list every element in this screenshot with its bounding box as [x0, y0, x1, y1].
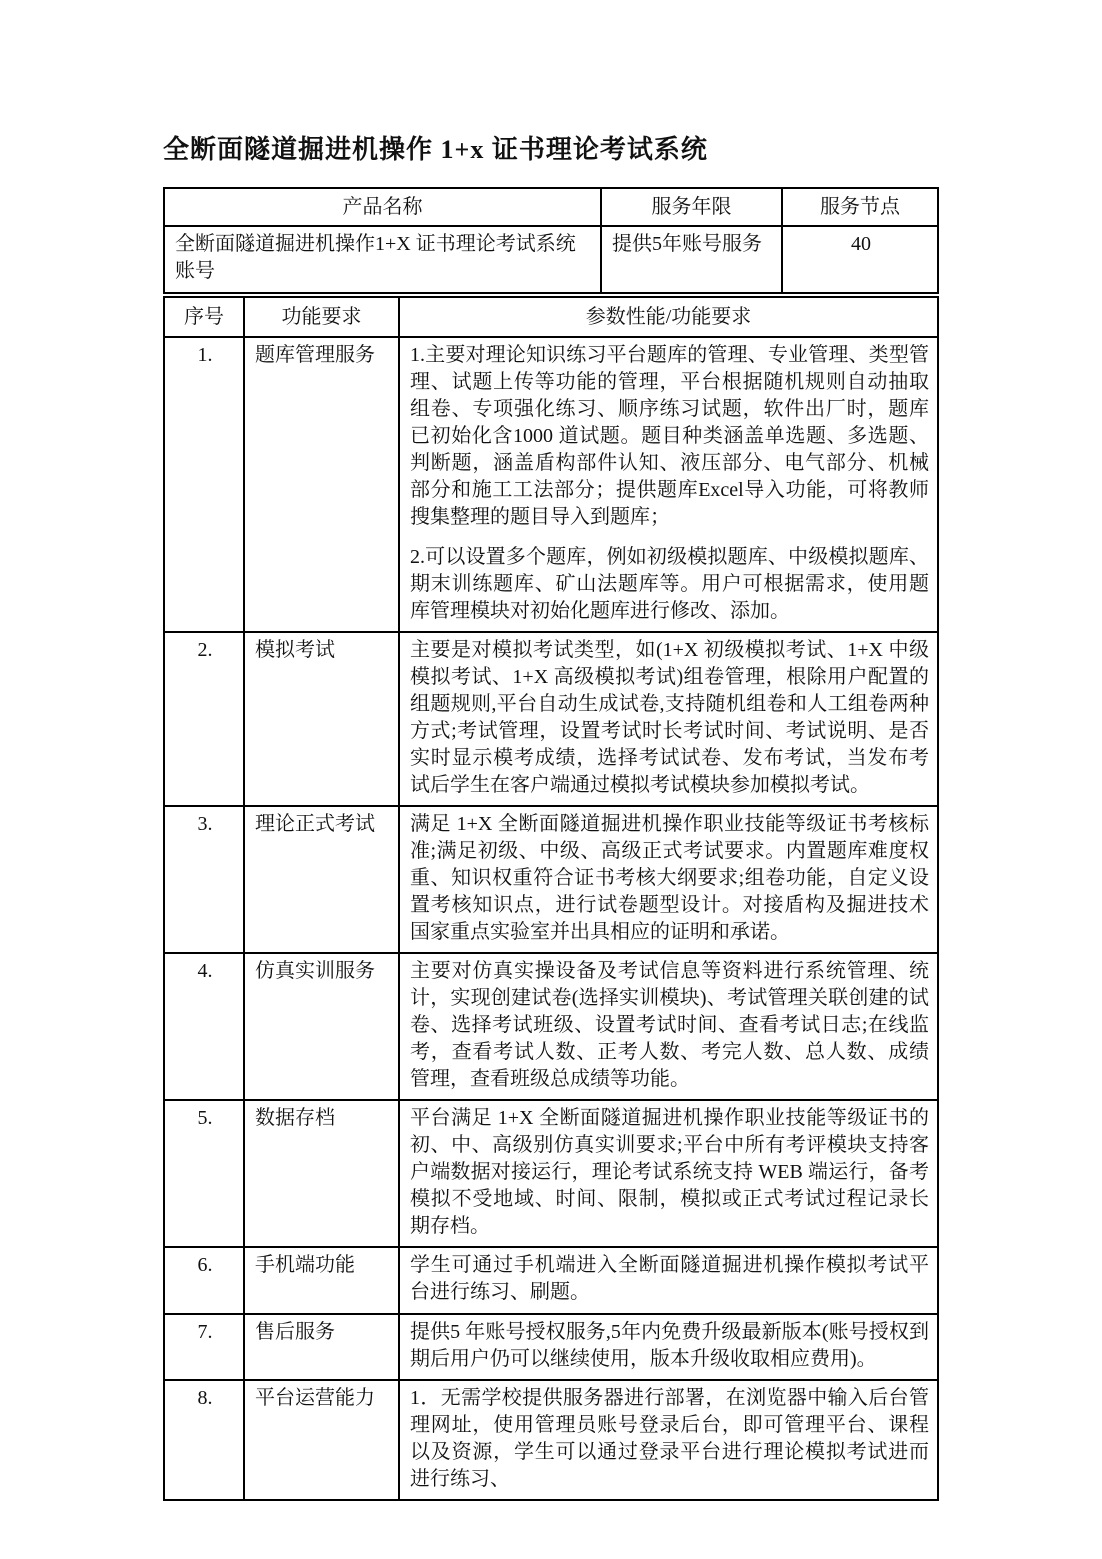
seq-cell: 8. — [164, 1380, 244, 1500]
service-nodes-cell: 40 — [782, 226, 938, 293]
seq-cell: 7. — [164, 1314, 244, 1380]
params-paragraph: 主要是对模拟考试类型，如(1+X 初级模拟考试、1+X 中级模拟考试、1+X 高级模拟考试)组卷管理，根除用户配置的组题规则,平台自动生成试卷,支持随机组卷和人工组卷两种方式;考试管理，设置考试时长考试时间、考试说明、是否实时显示模考成绩，选择考试试卷、发布考试，当发布考试后学生在客户端通过模拟考试模块参加模拟考试。 — [410, 639, 929, 796]
feature-cell: 数据存档 — [244, 1100, 399, 1247]
feature-cell: 模拟考试 — [244, 632, 399, 806]
spec-row-3 — [164, 806, 938, 953]
params-cell — [399, 806, 938, 953]
params-cell — [399, 1380, 938, 1500]
seq-cell: 1. — [164, 337, 244, 632]
service-years-cell: 提供5年账号服务 — [601, 226, 782, 293]
spec-table-header-row — [164, 297, 938, 337]
params-paragraph: 主要对仿真实操设备及考试信息等资料进行系统管理、统计，实现创建试卷(选择实训模块)、考试管理关联创建的试卷、选择考试班级、设置考试时间、查看考试日志;在线监考，查看考试人数、正考人数、考完人数、总人数、成绩管理，查看班级总成绩等功能。 — [410, 960, 929, 1090]
seq-cell: 4. — [164, 953, 244, 1100]
params-cell — [399, 1100, 938, 1247]
feature-header: 功能要求 — [244, 297, 399, 337]
product-name-header: 产品名称 — [164, 188, 601, 226]
params-cell — [399, 632, 938, 806]
params-paragraph: 1.主要对理论知识练习平台题库的管理、专业管理、类型管理、试题上传等功能的管理，平台根据随机规则自动抽取组卷、专项强化练习、顺序练习试题，软件出厂时，题库已初始化含1000 道试题。题目种类涵盖单选题、多选题、判断题，涵盖盾构部件认知、液压部分、电气部分、机械部分和施工工法部分；提供题库Excel导入功能，可将教师搜集整理的题目导入到题库； — [410, 344, 929, 528]
product-table-header-row — [164, 188, 938, 226]
spec-row-6 — [164, 1247, 938, 1314]
spec-row-7 — [164, 1314, 938, 1380]
spec-row-1 — [164, 337, 938, 632]
params-paragraph: 满足 1+X 全断面隧道掘进机操作职业技能等级证书考核标准;满足初级、中级、高级正式考试要求。内置题库难度权重、知识权重符合证书考核大纲要求;组卷功能，自定义设置考核知识点，进行试卷题型设计。对接盾构及掘进技术国家重点实验室并出具相应的证明和承诺。 — [410, 813, 929, 943]
params-paragraph: 提供5 年账号授权服务,5年内免费升级最新版本(账号授权到期后用户仍可以继续使用，版本升级收取相应费用)。 — [410, 1321, 929, 1370]
product-table — [163, 187, 939, 294]
page-title: 全断面隧道掘进机操作 1+x 证书理论考试系统 — [163, 135, 708, 164]
spec-row-2 — [164, 632, 938, 806]
params-paragraph: 2.可以设置多个题库，例如初级模拟题库、中级模拟题库、期末训练题库、矿山法题库等。用户可根据需求，使用题库管理模块对初始化题库进行修改、添加。 — [410, 546, 929, 622]
params-cell — [399, 337, 938, 632]
document-content — [163, 133, 939, 1501]
seq-header: 序号 — [164, 297, 244, 337]
seq-cell: 6. — [164, 1247, 244, 1314]
service-years-header: 服务年限 — [601, 188, 782, 226]
params-cell — [399, 953, 938, 1100]
seq-cell: 3. — [164, 806, 244, 953]
product-name-cell: 全断面隧道掘进机操作1+X 证书理论考试系统账号 — [164, 226, 601, 293]
seq-cell: 2. — [164, 632, 244, 806]
params-paragraph: 学生可通过手机端进入全断面隧道掘进机操作模拟考试平台进行练习、刷题。 — [410, 1254, 929, 1303]
feature-cell: 理论正式考试 — [244, 806, 399, 953]
feature-cell: 仿真实训服务 — [244, 953, 399, 1100]
seq-cell: 5. — [164, 1100, 244, 1247]
params-cell — [399, 1314, 938, 1380]
feature-cell: 平台运营能力 — [244, 1380, 399, 1500]
params-cell — [399, 1247, 938, 1314]
spec-row-5 — [164, 1100, 938, 1247]
feature-cell: 售后服务 — [244, 1314, 399, 1380]
spec-row-4 — [164, 953, 938, 1100]
spec-table — [163, 296, 939, 1501]
feature-cell: 手机端功能 — [244, 1247, 399, 1314]
spec-row-8 — [164, 1380, 938, 1500]
params-paragraph: 平台满足 1+X 全断面隧道掘进机操作职业技能等级证书的初、中、高级别仿真实训要求;平台中所有考评模块支持客户端数据对接运行，理论考试系统支持 WEB 端运行，备考模拟不受地域、时间、限制，模拟或正式考试过程记录长期存档。 — [410, 1107, 929, 1237]
product-table-row — [164, 226, 938, 293]
service-nodes-header: 服务节点 — [782, 188, 938, 226]
params-paragraph: 1．无需学校提供服务器进行部署，在浏览器中输入后台管理网址，使用管理员账号登录后台，即可管理平台、课程以及资源，学生可以通过登录平台进行理论模拟考试进而进行练习、 — [410, 1387, 929, 1490]
params-header: 参数性能/功能要求 — [399, 297, 938, 337]
feature-cell: 题库管理服务 — [244, 337, 399, 632]
